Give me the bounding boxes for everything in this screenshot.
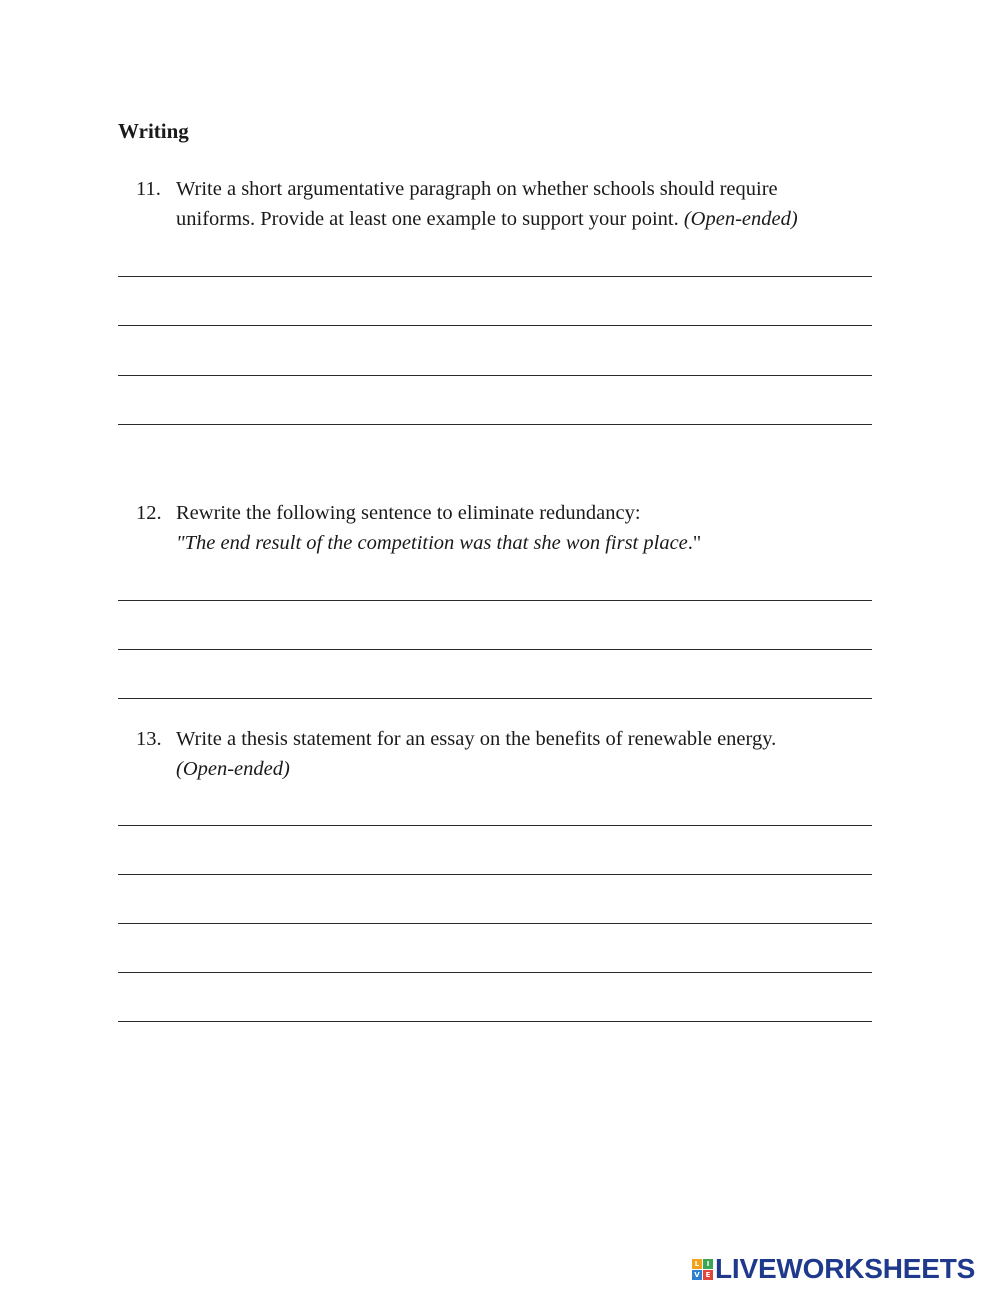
answer-line[interactable]: [118, 972, 872, 973]
answer-line[interactable]: [118, 874, 872, 875]
answer-line[interactable]: [118, 375, 872, 376]
answer-line[interactable]: [118, 825, 872, 826]
logo-mark-cell: I: [703, 1259, 713, 1269]
question-prompt: [176, 498, 876, 558]
answer-line[interactable]: [118, 923, 872, 924]
question-number: 13.: [136, 728, 162, 750]
question-number: 11.: [136, 178, 161, 200]
open-ended-note: (Open-ended): [176, 758, 290, 780]
logo-mark-cell: V: [692, 1270, 702, 1280]
open-ended-note: (Open-ended): [683, 208, 798, 230]
answer-line[interactable]: [118, 649, 872, 650]
prompt-line: Rewrite the following sentence to eliminate redundancy:: [176, 502, 641, 524]
answer-line[interactable]: [118, 424, 872, 425]
answer-line[interactable]: [118, 600, 872, 601]
question-13: [136, 724, 876, 784]
logo-text: LIVEWORKSHEETS: [715, 1253, 976, 1284]
question-prompt: [176, 174, 876, 234]
question-12: [136, 498, 876, 558]
question-prompt: [176, 724, 876, 784]
section-heading: Writing: [118, 119, 189, 143]
answer-line[interactable]: [118, 325, 872, 326]
question-11: [136, 174, 876, 234]
answer-line[interactable]: [118, 1021, 872, 1022]
logo-mark-icon: [692, 1259, 713, 1280]
logo-mark-cell: E: [703, 1270, 713, 1280]
liveworksheets-logo: [692, 1254, 975, 1284]
prompt-text: uniforms. Provide at least one example to support your point.: [176, 208, 684, 230]
logo-mark-cell: L: [692, 1259, 702, 1269]
answer-line[interactable]: [118, 276, 872, 277]
answer-line[interactable]: [118, 698, 872, 699]
question-number: 12.: [136, 502, 162, 524]
quote-end: .": [687, 532, 702, 554]
prompt-line: Write a thesis statement for an essay on the benefits of renewable energy.: [176, 728, 777, 750]
quoted-sentence: [176, 528, 876, 558]
prompt-line: [176, 204, 876, 234]
quote-text: "The end result of the competition was that she won first place: [176, 532, 688, 554]
prompt-line: Write a short argumentative paragraph on whether schools should require: [176, 178, 778, 200]
